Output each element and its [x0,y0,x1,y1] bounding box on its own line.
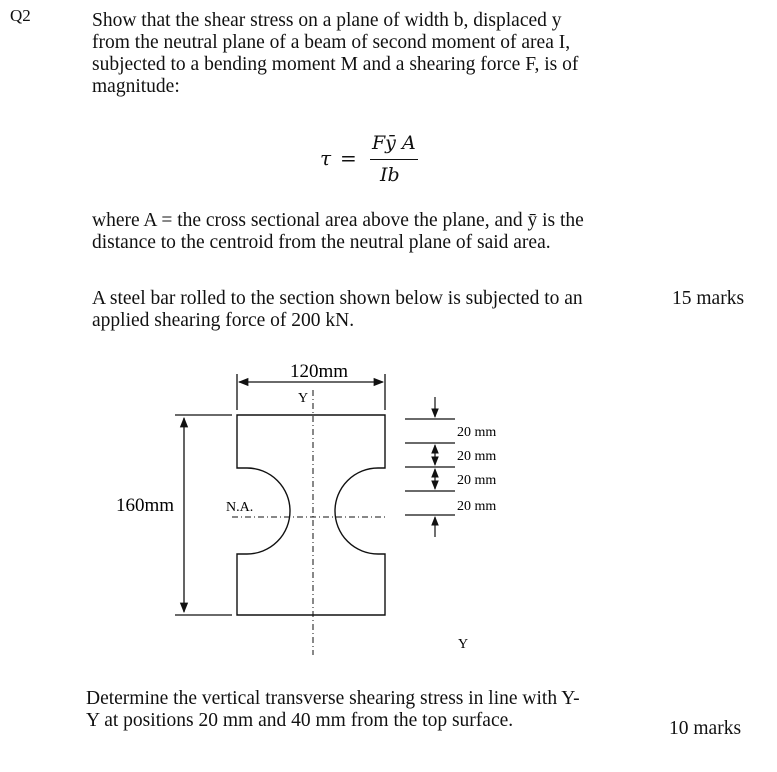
intro-line: magnitude: [92,76,180,97]
part-b-paragraph [86,688,580,732]
where-line: where A = the cross sectional area above the plane, and ȳ is the [92,210,584,231]
part-a-marks: 15 marks [672,288,745,309]
beam-section-outline [237,415,385,615]
equation-numerator: Fȳ A [372,132,416,154]
shear-stress-equation [300,130,440,190]
width-label: 120mm [289,361,349,382]
part-b-line: Y at positions 20 mm and 40 mm from the top surface. [86,710,514,731]
dim-label-0: 20 mm [457,425,497,440]
dim-label-3: 20 mm [457,499,497,514]
height-label: 160mm [116,495,175,516]
axis-label-top: Y [298,391,309,406]
question-number: Q2 [10,6,31,25]
fraction-bar [370,159,418,160]
equation-denominator: Ib [380,164,400,186]
where-paragraph [92,210,584,254]
dim-label-1: 20 mm [457,449,497,464]
part-a-paragraph [92,288,583,332]
intro-line: Show that the shear stress on a plane of width b, displaced y [92,10,562,31]
part-a-line: A steel bar rolled to the section shown below is subjected to an [92,288,583,309]
equation-equals: = [340,146,357,170]
part-b-line: Determine the vertical transverse shearing stress in line with Y- [86,688,580,709]
intro-line: subjected to a bending moment M and a shearing force F, is of [92,54,579,75]
part-b-marks: 10 marks [669,718,742,739]
dim-label-2: 20 mm [457,473,497,488]
intro-paragraph [92,10,578,98]
where-line: distance to the centroid from the neutral plane of said area. [92,232,551,253]
beam-section-figure [0,340,777,670]
axis-label-bottom: Y [458,637,469,652]
intro-line: from the neutral plane of a beam of second moment of area I, [92,32,571,53]
neutral-axis-label: N.A. [226,500,254,515]
part-a-line: applied shearing force of 200 kN. [92,310,355,331]
equation-lhs: τ [320,146,332,170]
